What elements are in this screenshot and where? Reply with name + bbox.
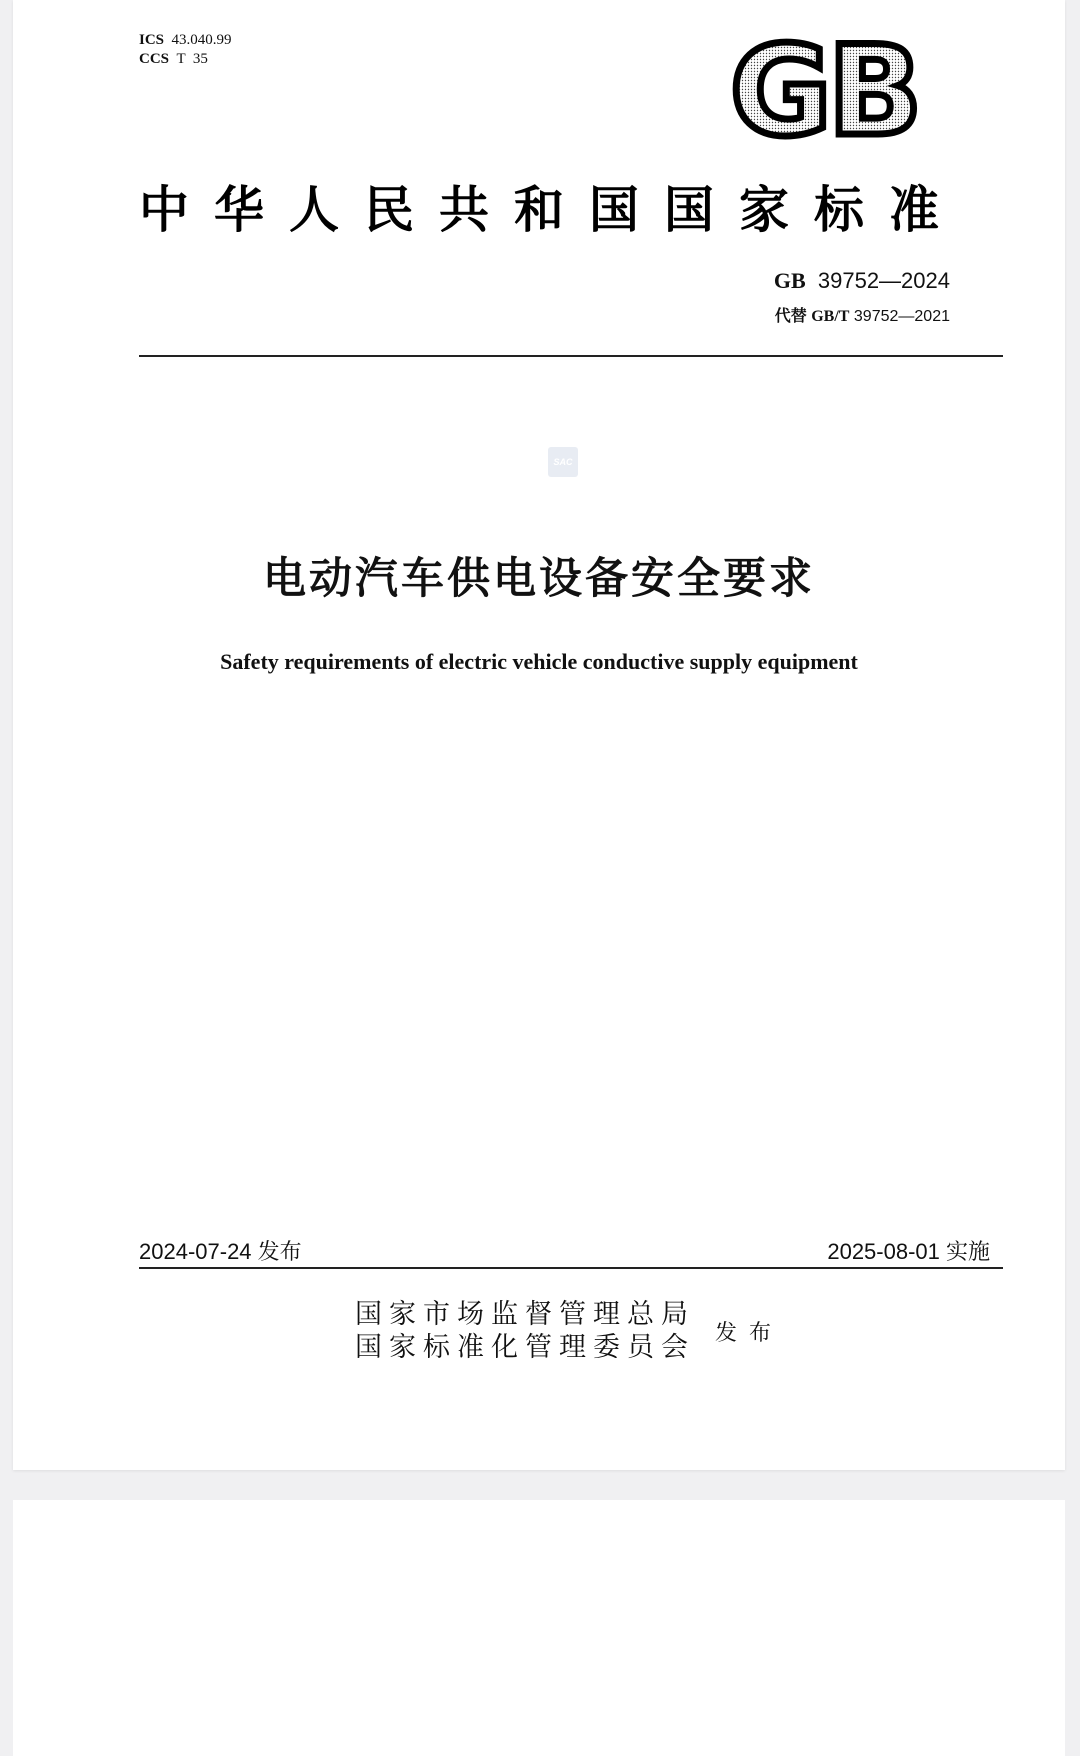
document-title-cn: 电动汽车供电设备安全要求 [263, 554, 815, 604]
issue-date: 2024-07-24 发布 [139, 1239, 302, 1264]
standard-number: GB 39752—2024 [773, 268, 950, 293]
publisher-org-sac: 国家标准化管理委员会 [355, 1332, 695, 1363]
replaces-standard: 代替 GB/T 39752—2021 [774, 306, 950, 325]
footer-divider [139, 1267, 1003, 1269]
sac-watermark-icon: SAC [548, 447, 578, 477]
ccs-code: CCS T 35 [139, 51, 208, 67]
national-standard-title: 中华人民共和国国家标准 [139, 180, 964, 239]
document-title-en: Safety requirements of electric vehicle conductive supply equipment [220, 649, 858, 674]
implementation-date: 2025-08-01 实施 [827, 1239, 990, 1264]
document-page [13, 0, 1065, 1470]
classification-codes [139, 31, 232, 69]
publisher-org-samr: 国家市场监督管理总局 [355, 1299, 695, 1330]
next-page [13, 1500, 1065, 1756]
publisher-orgs [355, 1298, 695, 1364]
ics-code: ICS 43.040.99 [139, 32, 232, 48]
header-divider [139, 355, 1003, 357]
publish-label: 发布 [715, 1321, 784, 1346]
gb-logo [726, 28, 946, 146]
gb-logo-text: GB [730, 28, 919, 146]
